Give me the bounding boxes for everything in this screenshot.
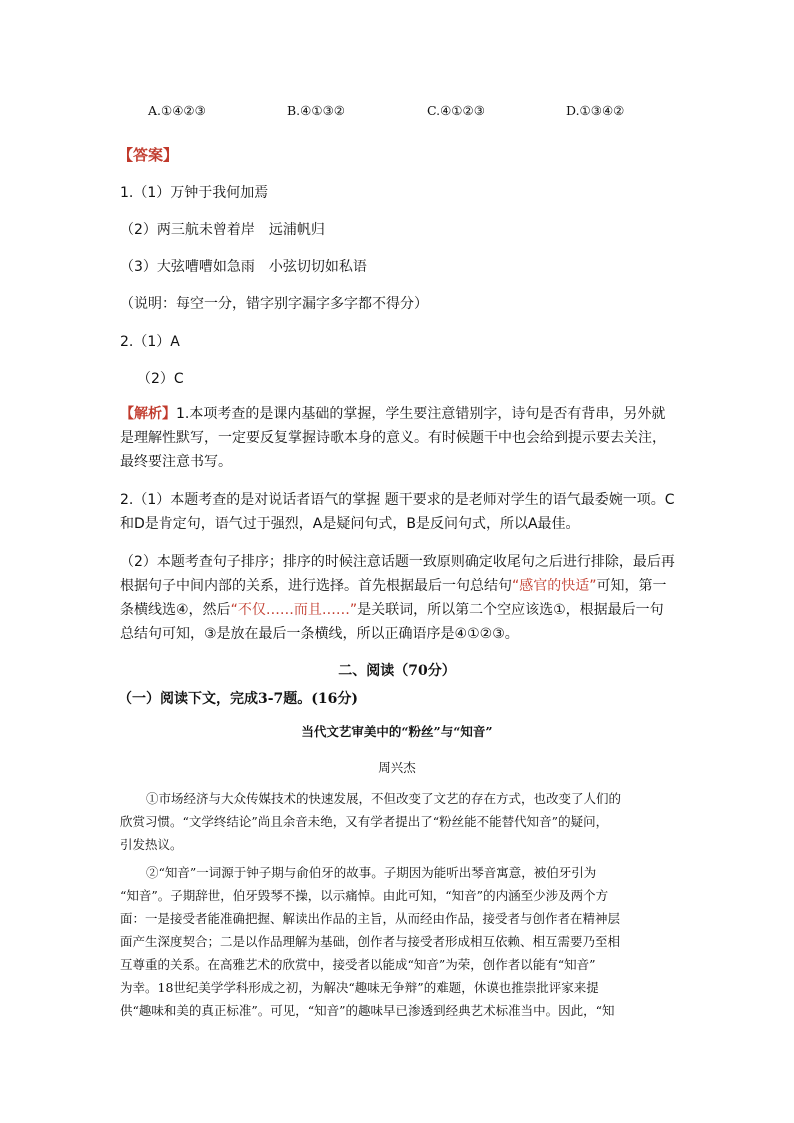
analysis-paragraph-3: （2）本题考查句子排序；排序的时候注意话题一致原则确定收尾句之后进行排除，最后再 根据句子中间内部的关系，进行选择。首先根据最后一句总结句“感官的快适”可知，第一 条横线选④，然后“不仅……而且……”是关联词，所以第二个空应该选①，根据最后一句 总结句可知，③是放在最后一条横线，所以正确语序是④①②③。 xyxy=(120,554,675,642)
option-c: C.④①②③ xyxy=(427,103,485,118)
article-paragraph-2: ②“知音”一词源于钟子期与俞伯牙的故事。子期因为能听出琴音寓意，被伯牙引为 “知音”。子期辞世，伯牙毁琴不操，以示痛悼。由此可知，“知音”的内涵至少涉及两个方 面：一是接受者能准确把握、解读出作品的主旨，从而经由作品，接受者与创作者在精神层 面产生深度契合；二是以作品理解为基础，创作者与接受者形成相互依赖、相互需要乃至相 互尊重的关系。在高雅艺术的欣赏中，接受者以能成“知音”为荣，创作者以能有“知音” 为幸。18世纪美学学科形成之初，为解决“趣味无争辩”的难题，休谟也推崇批评家来提 供“趣味和美的真正标准”。可见，“知音”的趣味早已渗透到经典艺术标准当中。因此，“知 xyxy=(120,865,621,1018)
section-subtitle: （一）阅读下文，完成3-7题。(16分) xyxy=(118,691,359,707)
answer-1-note: （说明：每空一分，错字别字漏字多字都不得分） xyxy=(120,296,428,312)
answer-1-1: 1.（1）万钟于我何加焉 xyxy=(120,185,269,201)
answer-1-3: （3）大弦嘈嘈如急雨 小弦切切如私语 xyxy=(120,259,367,275)
answer-2-2: （2）C xyxy=(137,371,184,387)
quote-conjunction: “不仅……而且……” xyxy=(230,602,358,618)
answer-header: 【答案】 xyxy=(118,146,179,164)
section-title: 二、阅读（70分） xyxy=(338,663,456,679)
quote-sensory: “感官的快适” xyxy=(512,578,597,594)
analysis-label: 【解析】 xyxy=(120,406,176,422)
option-b: B.④①③② xyxy=(287,103,345,118)
article-title: 当代文艺审美中的“粉丝”与“知音” xyxy=(301,724,493,739)
option-a: A.①④②③ xyxy=(148,103,206,118)
article-author: 周兴杰 xyxy=(378,760,416,775)
analysis-paragraph-1: 【解析】1.本项考查的是课内基础的掌握，学生要注意错别字，诗句是否有背串，另外就 是理解性默写，一定要反复掌握诗歌本身的意义。有时候题干中也会给到提示要去关注， 最终要注意书写。 xyxy=(120,406,666,470)
option-d: D.①③④② xyxy=(566,103,625,118)
analysis-paragraph-2: 2.（1）本题考查的是对说话者语气的掌握 题干要求的是老师对学生的语气最委婉一项。C 和D是肯定句，语气过于强烈，A是疑问句式，B是反问句式，所以A最佳。 xyxy=(120,492,675,532)
article-paragraph-1: ①市场经济与大众传媒技术的快速发展，不但改变了文艺的存在方式，也改变了人们的 欣赏习惯。“文学终结论”尚且余音未绝，又有学者提出了“粉丝能不能替代知音”的疑问， 引发热议。 xyxy=(120,791,622,852)
answer-1-2: （2）两三航未曾着岸 远浦帆归 xyxy=(120,222,325,238)
answer-2-1: 2.（1）A xyxy=(120,334,180,350)
